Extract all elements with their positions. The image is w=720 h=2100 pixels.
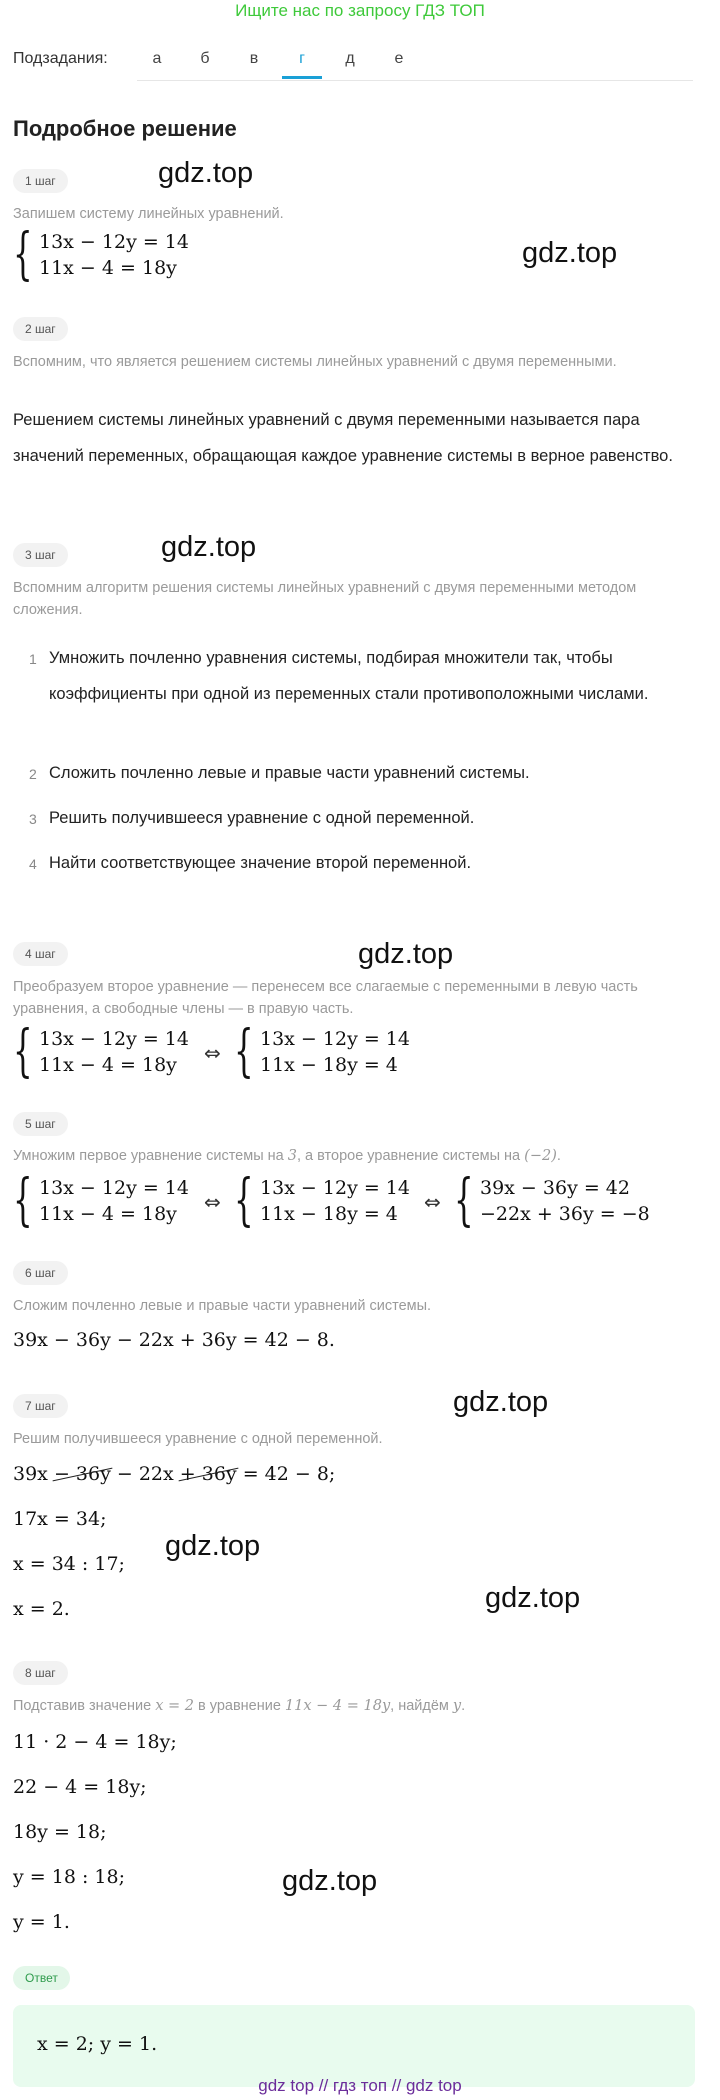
step-7-badge: 7 шаг: [13, 1394, 68, 1418]
step-1-hint: Запишем систему линейных уравнений.: [13, 206, 284, 222]
watermark: gdz.top: [161, 531, 257, 563]
list-item: Сложить почленно левые и правые части уравнений системы.: [49, 764, 530, 782]
equation: 11x − 4 = 18y: [39, 1054, 177, 1076]
step-8-line: 11 · 2 − 4 = 18y;: [13, 1731, 177, 1753]
watermark: gdz.top: [358, 938, 454, 970]
hint-math: y: [452, 1698, 462, 1714]
equation: 13x − 12y = 14: [39, 1177, 189, 1199]
equation: 13x − 12y = 14: [260, 1028, 410, 1050]
step-4-hint: Преобразуем второе уравнение — перенесем все слагаемые с переменными в левую часть уравнения, а свободные члены — в правую часть.: [13, 979, 638, 1017]
step-8-line: y = 18 : 18;: [13, 1866, 125, 1888]
hint-text: в уравнение: [193, 1698, 285, 1714]
equation: 13x − 12y = 14: [39, 231, 189, 253]
step-5-badge: 5 шаг: [13, 1112, 68, 1136]
step-1-badge: 1 шаг: [13, 169, 68, 193]
hint-text: Подставив значение: [13, 1698, 156, 1714]
hint-math: 3: [287, 1148, 297, 1164]
hint-text: .: [461, 1698, 466, 1714]
step-8-badge: 8 шаг: [13, 1661, 68, 1685]
step-6-equation: 39x − 36y − 22x + 36y = 42 − 8.: [13, 1329, 335, 1351]
answer-value: x = 2; y = 1.: [37, 2033, 158, 2055]
list-number: 2: [29, 766, 37, 782]
hint-text: .: [556, 1148, 561, 1164]
list-number: 4: [29, 856, 37, 872]
term: − 22x: [116, 1463, 174, 1485]
equivalence-symbol: ⇔: [204, 1190, 221, 1214]
step-7-line-4: x = 2.: [13, 1598, 70, 1620]
step-3-hint: Вспомним алгоритм решения системы линейных уравнений с двумя переменными методом сложения.: [13, 580, 637, 618]
hint-text: , найдём: [390, 1698, 453, 1714]
watermark: gdz.top: [158, 157, 254, 189]
step-5-hint: [13, 1145, 673, 1167]
tab-d[interactable]: д: [345, 50, 355, 67]
equation: 39x − 36y = 42: [480, 1177, 630, 1199]
equation: 11x − 4 = 18y: [39, 1203, 177, 1225]
step-8-hint: [13, 1695, 673, 1717]
step-7-hint: Решим получившееся уравнение с одной переменной.: [13, 1431, 383, 1447]
step-8-line: 18y = 18;: [13, 1821, 107, 1843]
step-7-line-2: 17x = 34;: [13, 1508, 107, 1530]
equation: 11x − 18y = 4: [260, 1054, 398, 1076]
equation: 11x − 4 = 18y: [39, 257, 177, 279]
list-item: Решить получившееся уравнение с одной переменной.: [49, 809, 475, 827]
equation: 13x − 12y = 14: [39, 1028, 189, 1050]
step-3-badge: 3 шаг: [13, 543, 68, 567]
active-tab-indicator: [282, 76, 322, 79]
watermark: gdz.top: [165, 1530, 261, 1562]
cancelled-term: − 36y: [53, 1463, 111, 1485]
list-item: Умножить почленно уравнения системы, подбирая множители так, чтобы коэффициенты при одной из переменных стали противоположными числами.: [49, 649, 649, 703]
step-8-line: 22 − 4 = 18y;: [13, 1776, 147, 1798]
equation: 11x − 18y = 4: [260, 1203, 398, 1225]
hint-text: Умножим первое уравнение системы на: [13, 1148, 288, 1164]
section-title: Подробное решение: [13, 116, 237, 141]
watermark: gdz.top: [522, 237, 618, 269]
equivalence-symbol: ⇔: [424, 1190, 441, 1214]
hint-text: , а второе уравнение системы на: [297, 1148, 525, 1164]
step-6-badge: 6 шаг: [13, 1261, 68, 1285]
watermark: gdz.top: [485, 1582, 581, 1614]
hint-math: x = 2: [155, 1698, 194, 1714]
step-2-definition: Решением системы линейных уравнений с двумя переменными называется пара значений переменных, обращающая каждое уравнение системы в верное равенство.: [13, 411, 673, 465]
step-4-badge: 4 шаг: [13, 942, 68, 966]
subtasks-label: Подзадания:: [13, 50, 108, 67]
equation: 13x − 12y = 14: [260, 1177, 410, 1199]
term: 39x: [13, 1463, 48, 1485]
watermark: gdz.top: [282, 1865, 378, 1897]
tab-v[interactable]: в: [249, 50, 259, 67]
top-banner[interactable]: Ищите нас по запросу ГДЗ ТОП: [235, 1, 485, 20]
step-6-hint: Сложим почленно левые и правые части уравнений системы.: [13, 1298, 432, 1314]
tab-a[interactable]: а: [152, 50, 162, 67]
tab-g[interactable]: г: [299, 50, 305, 67]
equation: −22x + 36y = −8: [480, 1203, 650, 1225]
list-number: 3: [29, 811, 37, 827]
cancelled-term: + 36y: [179, 1463, 237, 1485]
step-7-line-3: x = 34 : 17;: [13, 1553, 125, 1575]
step-7-line-1: [13, 1463, 335, 1485]
watermark: gdz.top: [453, 1386, 549, 1418]
equivalence-symbol: ⇔: [204, 1041, 221, 1065]
footer-links[interactable]: gdz top // гдз топ // gdz top: [258, 2076, 462, 2095]
answer-box: [13, 2005, 695, 2087]
tab-b[interactable]: б: [200, 50, 210, 67]
tab-e[interactable]: е: [394, 50, 404, 67]
term: = 42 − 8;: [242, 1463, 336, 1485]
step-2-badge: 2 шаг: [13, 317, 68, 341]
subtask-tabs: [137, 42, 693, 81]
list-item: Найти соответствующее значение второй переменной.: [49, 854, 472, 872]
step-8-line: y = 1.: [13, 1911, 70, 1933]
list-number: 1: [29, 651, 37, 667]
hint-math: (−2): [524, 1148, 557, 1164]
answer-badge: Ответ: [13, 1966, 70, 1990]
step-2-hint: Вспомним, что является решением системы линейных уравнений с двумя переменными.: [13, 354, 617, 370]
hint-math: 11x − 4 = 18y: [284, 1698, 391, 1714]
